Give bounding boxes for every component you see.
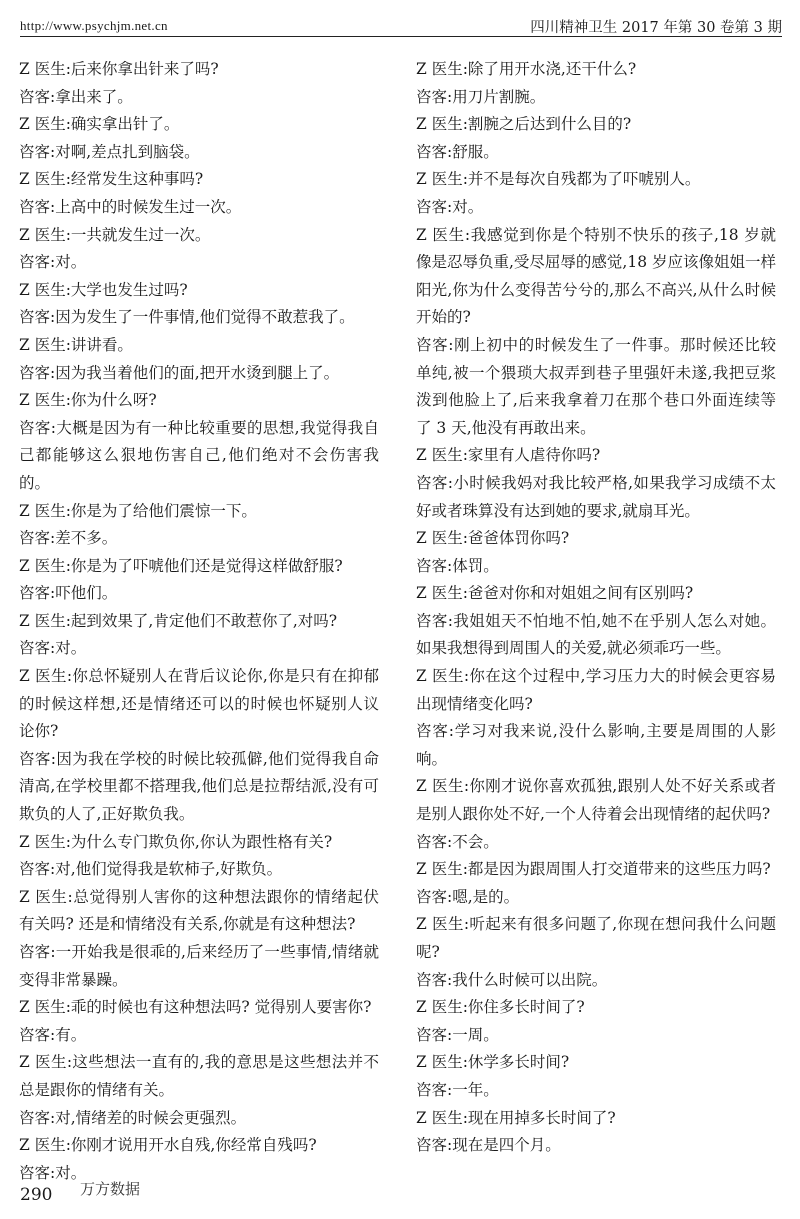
dialogue-line: 咨客:舒服。 bbox=[416, 142, 499, 161]
dialogue-line: Z 医生:家里有人虐待你吗? bbox=[416, 446, 601, 465]
dialogue-line: Z 医生:割腕之后达到什么目的? bbox=[416, 115, 632, 134]
dialogue-line: 咨客:学习对我来说,没什么影响,主要是周围的人影响。 bbox=[416, 722, 776, 768]
dialogue-line: Z 医生:休学多长时间? bbox=[416, 1053, 570, 1072]
dialogue-line: Z 医生:后来你拿出针来了吗? bbox=[19, 60, 219, 78]
dialogue-line: Z 医生:都是因为跟周围人打交道带来的这些压力吗? bbox=[416, 860, 771, 879]
dialogue-line: 咨客:拿出来了。 bbox=[19, 87, 133, 106]
dialogue-line: 咨客:因为我在学校的时候比较孤僻,他们觉得我自命清高,在学校里都不搭理我,他们总是拉帮结派,没有可欺负的人了,正好欺负我。 bbox=[19, 749, 379, 824]
dialogue-line: 咨客:对,情绪差的时候会更强烈。 bbox=[19, 1108, 247, 1127]
dialogue-line: Z 医生:这些想法一直有的,我的意思是这些想法并不总是跟你的情绪有关。 bbox=[19, 1053, 379, 1099]
dialogue-line: Z 医生:讲讲看。 bbox=[19, 335, 133, 354]
dialogue-line: 咨客:体罚。 bbox=[416, 556, 499, 575]
dialogue-line: Z 医生:一共就发生过一次。 bbox=[19, 225, 211, 244]
dialogue-line: 咨客:一周。 bbox=[416, 1025, 499, 1044]
page-number: 290 bbox=[20, 1185, 53, 1205]
dialogue-line: 咨客:吓他们。 bbox=[19, 584, 118, 603]
dialogue-line: 咨客:不会。 bbox=[416, 832, 499, 851]
dialogue-line: 咨客:因为我当着他们的面,把开水烫到腿上了。 bbox=[19, 363, 340, 382]
dialogue-line: 咨客:现在是四个月。 bbox=[416, 1136, 561, 1155]
dialogue-line: 咨客:上高中的时候发生过一次。 bbox=[19, 197, 242, 216]
dialogue-line: Z 医生:除了用开水浇,还干什么? bbox=[416, 60, 637, 78]
dialogue-line: Z 医生:乖的时候也有这种想法吗? 觉得别人要害你? bbox=[19, 998, 372, 1017]
dialogue-line: 咨客:我姐姐天不怕地不怕,她不在乎别人怎么对她。如果我想得到周围人的关爱,就必须乖巧一些。 bbox=[416, 611, 776, 658]
dialogue-line: 咨客:我什么时候可以出院。 bbox=[416, 970, 608, 989]
dialogue-line: 咨客:对。 bbox=[416, 197, 484, 216]
dialogue-line: Z 医生:你总怀疑别人在背后议论你,你是只有在抑郁的时候这样想,还是情绪还可以的时候也怀疑别人议论你? bbox=[19, 667, 379, 741]
dialogue-line: Z 医生:我感觉到你是个特别不快乐的孩子,18 岁就像是忍辱负重,受尽屈辱的感觉,18 岁应该像姐姐一样阳光,你为什么变得苦兮兮的,那么不高兴,从什么时候开始的? bbox=[416, 225, 777, 327]
dialogue-line: Z 医生:你为什么呀? bbox=[19, 391, 157, 410]
dialogue-line: 咨客:有。 bbox=[19, 1025, 87, 1044]
dialogue-line: Z 医生:你刚才说你喜欢孤独,跟别人处不好关系或者是别人跟你处不好,一个人待着会出现情绪的起伏吗? bbox=[416, 777, 776, 824]
dialogue-line: Z 医生:为什么专门欺负你,你认为跟性格有关? bbox=[19, 832, 333, 851]
running-header bbox=[20, 14, 782, 37]
dialogue-line: 咨客:刚上初中的时候发生了一件事。那时候还比较单纯,被一个猥琐大叔弄到巷子里强奸未遂,我把豆浆泼到他脸上了,后来我拿着刀在那个巷口外面连续等了 3 天,他没有再敢出来。 bbox=[416, 335, 776, 437]
dialogue-line: 咨客:一年。 bbox=[416, 1080, 499, 1099]
dialogue-line: 咨客:差不多。 bbox=[19, 529, 118, 548]
dialogue-line: Z 医生:大学也发生过吗? bbox=[19, 280, 188, 299]
dialogue-line: Z 医生:确实拿出针了。 bbox=[19, 115, 180, 134]
dialogue-line: 咨客:对。 bbox=[19, 1163, 87, 1182]
right-column bbox=[416, 56, 776, 1160]
dialogue-line: Z 医生:你刚才说用开水自残,你经常自残吗? bbox=[19, 1136, 317, 1155]
dialogue-line: 咨客:用刀片割腕。 bbox=[416, 87, 546, 106]
dialogue-line: 咨客:小时候我妈对我比较严格,如果我学习成绩不太好或者珠算没有达到她的要求,就扇耳光。 bbox=[416, 473, 776, 520]
dialogue-line: Z 医生:你是为了吓唬他们还是觉得这样做舒服? bbox=[19, 556, 343, 575]
dialogue-line: 咨客:因为发生了一件事情,他们觉得不敢惹我了。 bbox=[19, 308, 355, 327]
dialogue-line: Z 医生:爸爸体罚你吗? bbox=[416, 529, 570, 548]
watermark-text: 万方数据 bbox=[80, 1180, 141, 1198]
dialogue-line: Z 医生:总觉得别人害你的这种想法跟你的情绪起伏有关吗? 还是和情绪没有关系,你就是有这种想法? bbox=[19, 887, 379, 934]
dialogue-line: Z 医生:你住多长时间了? bbox=[416, 998, 585, 1017]
dialogue-line: 咨客:对啊,差点扎到脑袋。 bbox=[19, 142, 200, 161]
journal-issue: 四川精神卫生 2017 年第 30 卷第 3 期 bbox=[530, 20, 782, 36]
dialogue-line: Z 医生:爸爸对你和对姐姐之间有区别吗? bbox=[416, 584, 694, 603]
dialogue-line: Z 医生:现在用掉多长时间了? bbox=[416, 1108, 616, 1127]
dialogue-line: 咨客:对。 bbox=[19, 639, 87, 658]
dialogue-line: 咨客:对,他们觉得我是软柿子,好欺负。 bbox=[19, 860, 283, 879]
dialogue-line: Z 医生:经常发生这种事吗? bbox=[19, 170, 204, 189]
dialogue-line: 咨客:大概是因为有一种比较重要的思想,我觉得我自己都能够这么狠地伤害自己,他们绝对不会伤害我的。 bbox=[19, 418, 379, 492]
dialogue-line: Z 医生:你在这个过程中,学习压力大的时候会更容易出现情绪变化吗? bbox=[416, 667, 776, 713]
dialogue-line: 咨客:嗯,是的。 bbox=[416, 887, 520, 906]
dialogue-line: Z 医生:并不是每次自残都为了吓唬别人。 bbox=[416, 170, 701, 189]
dialogue-line: 咨客:一开始我是很乖的,后来经历了一些事情,情绪就变得非常暴躁。 bbox=[19, 943, 379, 989]
dialogue-line: 咨客:对。 bbox=[19, 253, 87, 272]
left-column bbox=[19, 56, 379, 1187]
journal-url: http://www.psychjm.net.cn bbox=[20, 18, 168, 33]
dialogue-line: Z 医生:你是为了给他们震惊一下。 bbox=[19, 501, 257, 520]
dialogue-line: Z 医生:起到效果了,肯定他们不敢惹你了,对吗? bbox=[19, 611, 338, 630]
dialogue-line: Z 医生:听起来有很多问题了,你现在想问我什么问题呢? bbox=[416, 915, 776, 961]
